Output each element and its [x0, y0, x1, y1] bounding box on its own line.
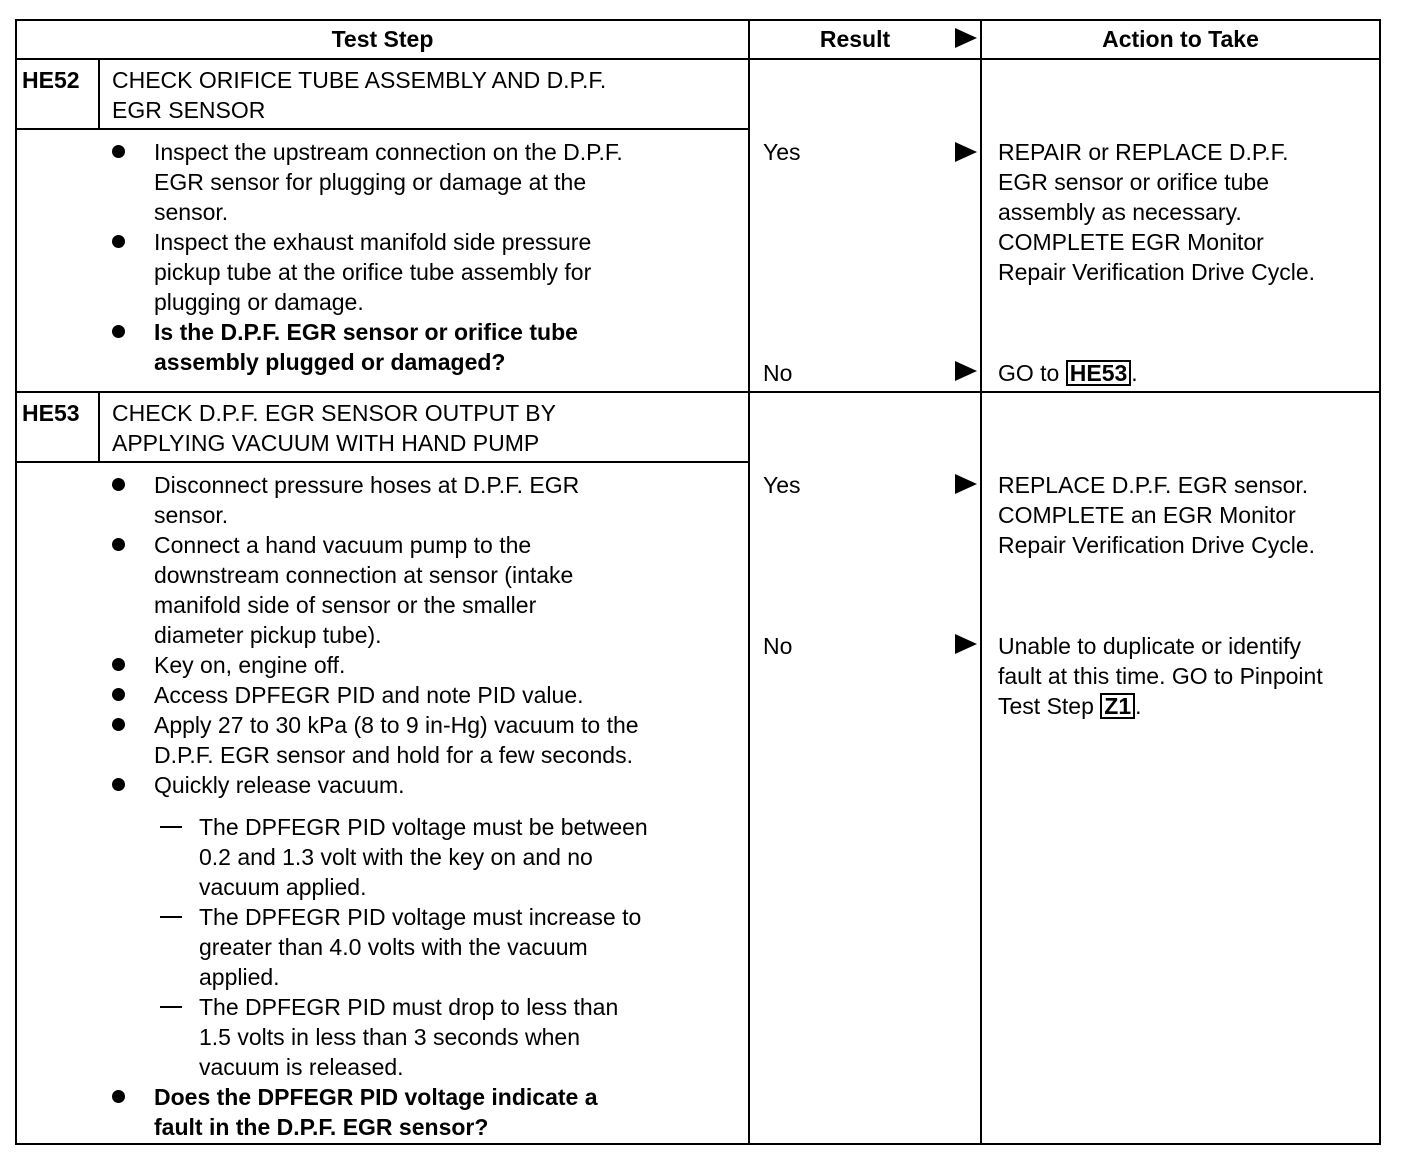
- he53-bullet-6: Quickly release vacuum.: [154, 772, 405, 798]
- bullet-icon: [112, 538, 125, 551]
- action-text: Unable to duplicate or identify fault at this time. GO to Pinpoint Test Step: [998, 633, 1323, 719]
- step-id-he53: HE53: [22, 400, 80, 426]
- he53-result-yes: Yes: [763, 472, 801, 498]
- he52-action-no: [998, 358, 1378, 388]
- bullet-icon: [112, 1090, 125, 1103]
- bullet-icon: [112, 145, 125, 158]
- header-test-step: Test Step: [331, 26, 434, 52]
- bullet-icon: [112, 325, 125, 338]
- arrow-right-icon: [955, 634, 977, 654]
- step-title-he53: CHECK D.P.F. EGR SENSOR OUTPUT BY APPLYING VACUUM WITH HAND PUMP: [112, 400, 556, 456]
- table-border-top: [15, 19, 1381, 21]
- he53-bullet-1: Disconnect pressure hoses at D.P.F. EGR sensor.: [154, 472, 580, 528]
- arrow-right-icon: [955, 28, 977, 48]
- he53-criterion-2: The DPFEGR PID voltage must increase to greater than 4.0 volts with the vacuum applied.: [199, 904, 642, 990]
- he53-action-yes: REPLACE D.P.F. EGR sensor. COMPLETE an EGR Monitor Repair Verification Drive Cycle.: [998, 472, 1316, 558]
- he53-bullet-2: Connect a hand vacuum pump to the downstream connection at sensor (intake manifold side of sensor or the smaller diameter pickup tube).: [154, 532, 574, 648]
- bullet-icon: [112, 718, 125, 731]
- bullet-icon: [112, 688, 125, 701]
- step-title-underline: [15, 461, 750, 463]
- he52-result-yes: Yes: [763, 139, 801, 165]
- column-divider-action: [980, 19, 982, 1145]
- he52-bullet-1: Inspect the upstream connection on the D.P.F. EGR sensor for plugging or damage at the sensor.: [154, 139, 623, 225]
- he53-action-no: [998, 631, 1378, 721]
- he53-criterion-1: The DPFEGR PID voltage must be between 0.2 and 1.3 volt with the key on and no vacuum applied.: [199, 814, 648, 900]
- he53-result-no: No: [763, 633, 793, 659]
- he52-action-yes: REPAIR or REPLACE D.P.F. EGR sensor or orifice tube assembly as necessary. COMPLETE EGR Monitor Repair Verification Drive Cycle.: [998, 139, 1316, 285]
- header-divider: [15, 58, 1381, 60]
- bullet-icon: [112, 478, 125, 491]
- header-result: Result: [819, 26, 891, 52]
- he53-criterion-3: The DPFEGR PID must drop to less than 1.5 volts in less than 3 seconds when vacuum is released.: [199, 994, 619, 1080]
- bullet-icon: [112, 235, 125, 248]
- header-action: Action to Take: [1102, 26, 1259, 52]
- step-id-divider: [98, 391, 100, 461]
- step-reference-he53[interactable]: HE53: [1066, 360, 1132, 386]
- column-divider-result: [748, 19, 750, 1145]
- action-text: GO to: [998, 360, 1066, 386]
- bullet-icon: [112, 778, 125, 791]
- arrow-right-icon: [955, 361, 977, 381]
- bullet-icon: [112, 658, 125, 671]
- arrow-right-icon: [955, 474, 977, 494]
- he53-bullet-5: Apply 27 to 30 kPa (8 to 9 in-Hg) vacuum to the D.P.F. EGR sensor and hold for a few seconds.: [154, 712, 639, 768]
- step-title-underline: [15, 128, 750, 130]
- table-border-right: [1379, 19, 1381, 1145]
- step-reference-z1[interactable]: Z1: [1100, 693, 1135, 719]
- row-divider: [15, 391, 1381, 393]
- action-suffix: .: [1135, 693, 1142, 719]
- he53-question: Does the DPFEGR PID voltage indicate a fault in the D.P.F. EGR sensor?: [154, 1084, 598, 1140]
- he52-result-no: No: [763, 360, 793, 386]
- he52-question: Is the D.P.F. EGR sensor or orifice tube assembly plugged or damaged?: [154, 319, 578, 375]
- dash-icon: [160, 826, 182, 828]
- step-id-he52: HE52: [22, 67, 80, 93]
- dash-icon: [160, 916, 182, 918]
- step-id-divider: [98, 58, 100, 128]
- action-suffix: .: [1131, 360, 1138, 386]
- arrow-right-icon: [955, 142, 977, 162]
- dash-icon: [160, 1006, 182, 1008]
- table-border-bottom: [15, 1143, 1381, 1145]
- table-border-left: [15, 19, 17, 1145]
- he52-bullet-2: Inspect the exhaust manifold side pressure pickup tube at the orifice tube assembly for plugging or damage.: [154, 229, 592, 315]
- he53-bullet-3: Key on, engine off.: [154, 652, 346, 678]
- he53-bullet-4: Access DPFEGR PID and note PID value.: [154, 682, 584, 708]
- step-title-he52: CHECK ORIFICE TUBE ASSEMBLY AND D.P.F. EGR SENSOR: [112, 67, 607, 123]
